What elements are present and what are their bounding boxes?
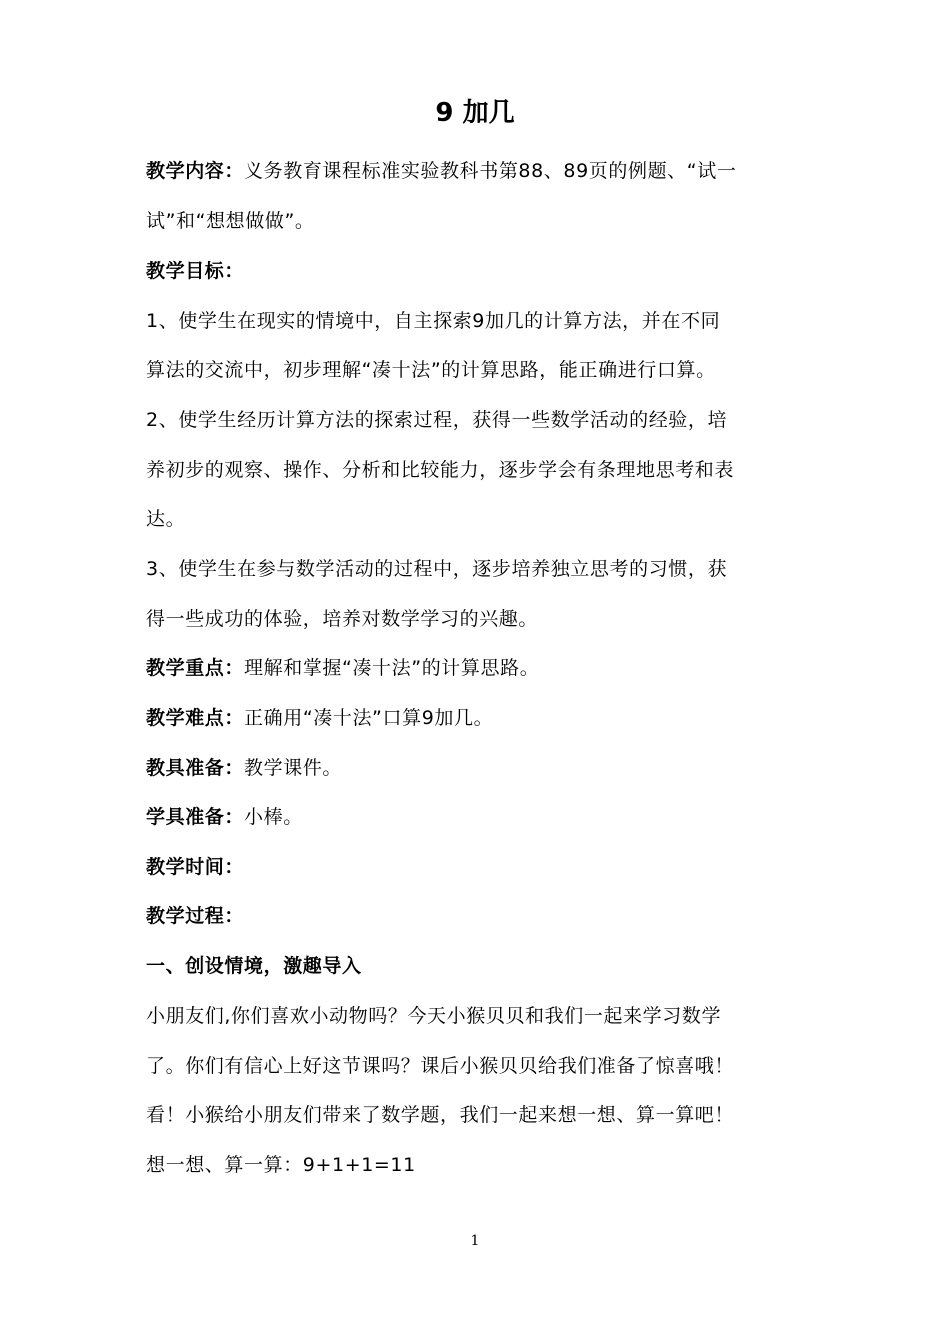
- text-line: [146, 1002, 826, 1030]
- line-text: 教学课件。: [244, 757, 343, 779]
- text-line: [146, 555, 826, 583]
- line-text: 3、使学生在参与数学活动的过程中，逐步培养独立思考的习惯，获: [146, 558, 728, 580]
- line-text: 1、使学生在现实的情境中，自主探索9加几的计算方法，并在不同: [146, 310, 721, 332]
- line-label: 教学内容：: [146, 160, 245, 182]
- text-line: [146, 356, 826, 384]
- line-text: 小朋友们,你们喜欢小动物吗？今天小猴贝贝和我们一起来学习数学: [146, 1005, 722, 1027]
- line-label: 一、创设情境，激趣导入: [146, 955, 362, 977]
- line-text: 理解和掌握“凑十法”的计算思路。: [244, 657, 540, 679]
- text-line: [146, 505, 826, 533]
- text-line: [146, 605, 826, 633]
- line-label: 学具准备：: [146, 806, 245, 828]
- text-line: [146, 207, 826, 235]
- line-text: 养初步的观察、操作、分析和比较能力，逐步学会有条理地思考和表: [146, 459, 735, 481]
- text-line: [146, 754, 826, 782]
- document-title: 9 加几: [435, 98, 515, 128]
- page-number: 1: [470, 1233, 480, 1249]
- text-line: [146, 1151, 826, 1179]
- section-heading: [146, 952, 826, 980]
- text-line: [146, 1101, 826, 1129]
- text-line: [146, 157, 826, 185]
- line-label: 教学过程：: [146, 905, 245, 927]
- text-line: [146, 257, 826, 285]
- line-text: 正确用“凑十法”口算9加几。: [244, 707, 494, 729]
- line-label: 教学时间：: [146, 856, 245, 878]
- line-text: 想一想、算一算：9+1+1=11: [146, 1154, 416, 1176]
- text-line: [146, 704, 826, 732]
- line-text: 义务教育课程标准实验教科书第88、89页的例题、“试一: [244, 160, 737, 182]
- text-line: [146, 1052, 826, 1080]
- text-line: [146, 406, 826, 434]
- text-line: [146, 803, 826, 831]
- line-text: 看！小猴给小朋友们带来了数学题，我们一起来想一想、算一算吧！: [146, 1104, 735, 1126]
- text-line: [146, 307, 826, 335]
- line-text: 2、使学生经历计算方法的探索过程，获得一些数学活动的经验，培: [146, 409, 728, 431]
- text-line: [146, 902, 826, 930]
- line-label: 教具准备：: [146, 757, 245, 779]
- line-label: 教学目标：: [146, 260, 245, 282]
- line-label: 教学难点：: [146, 707, 245, 729]
- line-text: 了。你们有信心上好这节课吗？课后小猴贝贝给我们准备了惊喜哦！: [146, 1055, 735, 1077]
- line-text: 试”和“想想做做”。: [146, 210, 315, 232]
- line-text: 算法的交流中，初步理解“凑十法”的计算思路，能正确进行口算。: [146, 359, 716, 381]
- line-text: 小棒。: [244, 806, 303, 828]
- text-line: [146, 853, 826, 881]
- line-text: 达。: [146, 508, 186, 530]
- text-line: [146, 654, 826, 682]
- line-label: 教学重点：: [146, 657, 245, 679]
- text-line: [146, 456, 826, 484]
- line-text: 得一些成功的体验，培养对数学学习的兴趣。: [146, 608, 539, 630]
